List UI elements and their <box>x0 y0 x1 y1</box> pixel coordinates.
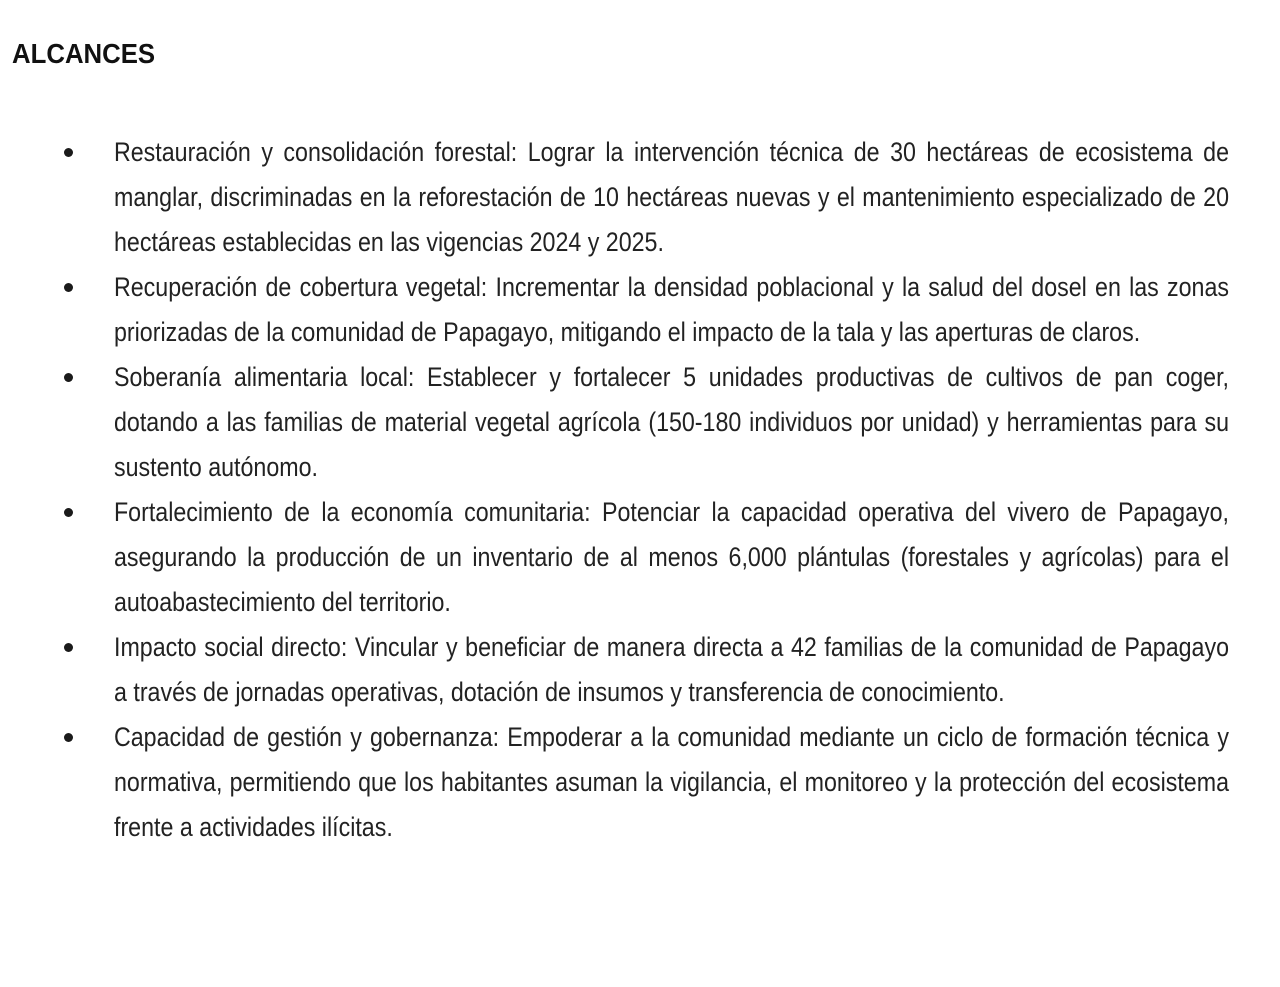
bullet-icon <box>64 733 73 742</box>
list-item <box>0 490 1229 625</box>
list-item-text: Recuperación de cobertura vegetal: Incrementar la densidad poblacional y la salud del dosel en las zonas priorizadas de la comunidad de Papagayo, mitigando el impacto de la tala y las aperturas de claros. <box>114 272 1229 347</box>
bullet-icon <box>64 508 73 517</box>
bullet-icon <box>64 148 73 157</box>
scope-list <box>0 130 1280 850</box>
list-item-text: Fortalecimiento de la economía comunitaria: Potenciar la capacidad operativa del vivero de Papagayo, asegurando la producción de un inventario de al menos 6,000 plántulas (forestales y agrícolas) para el autoabastecimiento del territorio. <box>114 497 1229 617</box>
list-item <box>0 355 1229 490</box>
bullet-icon <box>64 373 73 382</box>
list-item <box>0 625 1229 715</box>
list-item-text: Impacto social directo: Vincular y beneficiar de manera directa a 42 familias de la comunidad de Papagayo a través de jornadas operativas, dotación de insumos y transferencia de conocimiento. <box>114 632 1229 707</box>
list-item-text: Restauración y consolidación forestal: Lograr la intervención técnica de 30 hectáreas de ecosistema de manglar, discriminadas en la reforestación de 10 hectáreas nuevas y el mantenimiento especializado de 20 hectáreas establecidas en las vigencias 2024 y 2025. <box>114 137 1229 257</box>
list-item-text: Capacidad de gestión y gobernanza: Empoderar a la comunidad mediante un ciclo de formación técnica y normativa, permitiendo que los habitantes asuman la vigilancia, el monitoreo y la protección del ecosistema frente a actividades ilícitas. <box>114 722 1229 842</box>
bullet-icon <box>64 283 73 292</box>
list-item <box>0 715 1229 850</box>
bullet-icon <box>64 643 73 652</box>
list-item <box>0 265 1229 355</box>
section-heading: ALCANCES <box>12 38 156 69</box>
list-item-text: Soberanía alimentaria local: Establecer y fortalecer 5 unidades productivas de cultivos de pan coger, dotando a las familias de material vegetal agrícola (150-180 individuos por unidad) y herramientas para su sustento autónomo. <box>114 362 1229 482</box>
list-item <box>0 130 1229 265</box>
